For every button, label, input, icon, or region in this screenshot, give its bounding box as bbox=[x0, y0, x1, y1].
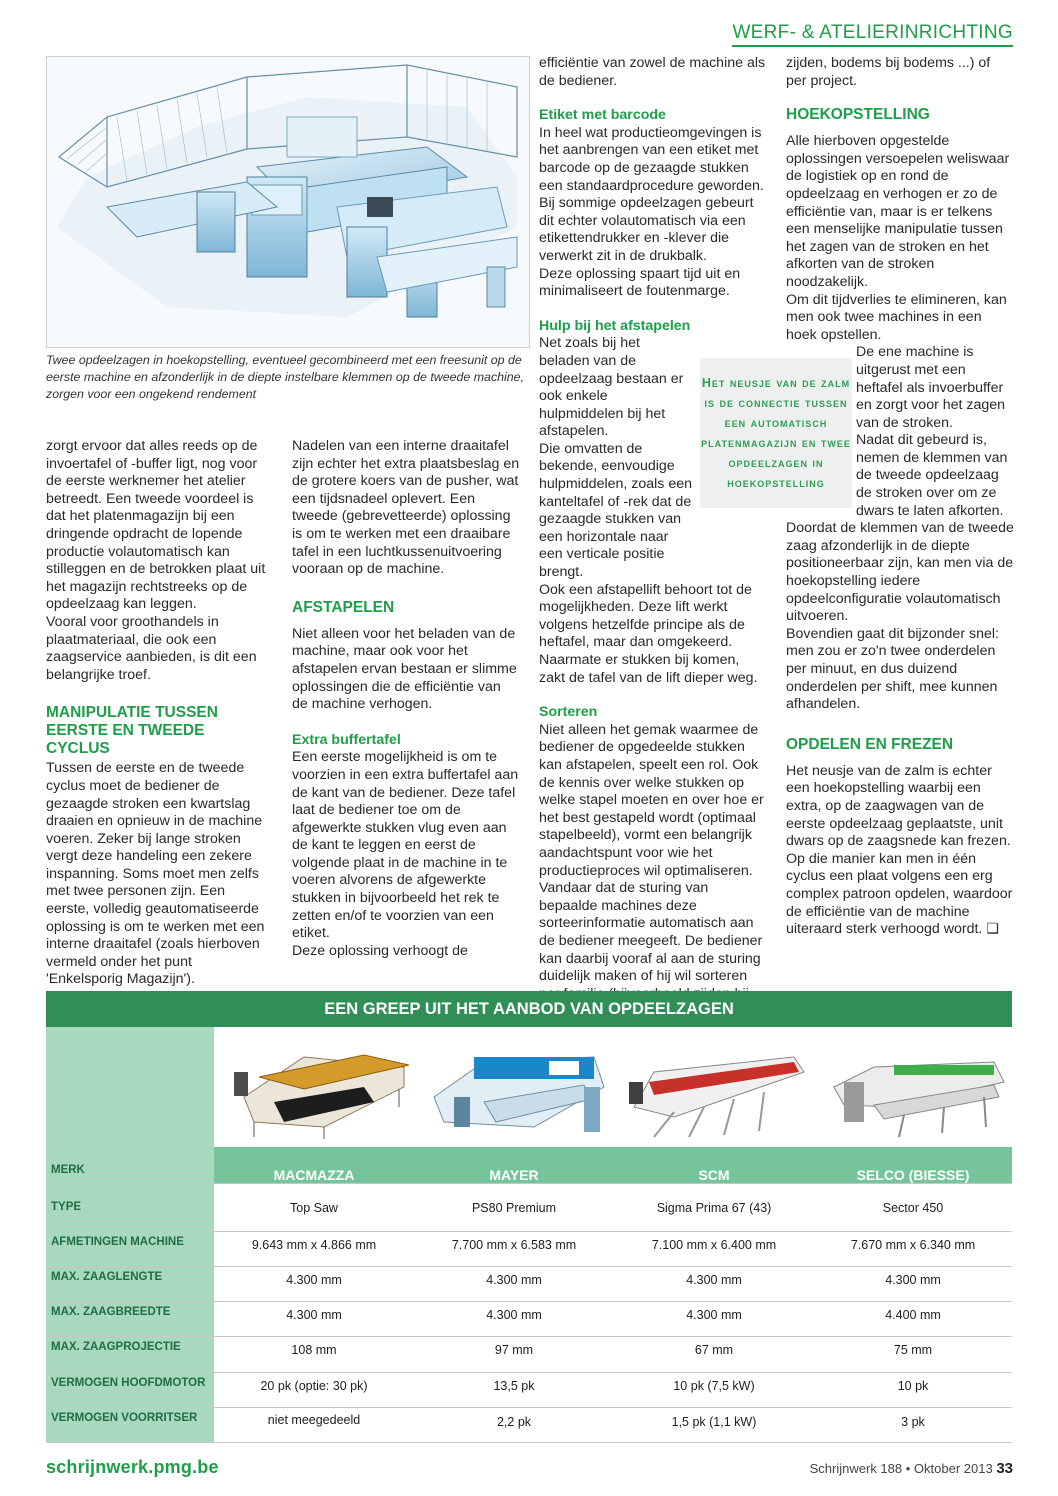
paragraph: Nadat dit gebeurd is, nemen de klemmen van de tweede opdeelzaag de stroken over om ze dwars te laten afkorten. bbox=[856, 432, 1008, 519]
paragraph: Niet alleen het gemak waarmee de bediener de opgedeelde stukken kan afstapelen, speelt een rol. Ook de kennis over welke stukken op welke stapel moeten en over hoe er het best gestapeld wordt (optimaal stapelbeeld), vormt een belangrijk aandachtspunt voor wie het productieproces wil optimaliseren. Vandaar dat de sturing van bepaalde machines deze sorteerinformatie automatisch aan de bediener meegeeft. De bediener kan daarbij vooraf al aan de sturing duidelijk maken of hij wil sorteren bbox=[539, 721, 764, 985]
cell: Top Saw bbox=[290, 1201, 338, 1215]
cell: 4.300 mm bbox=[686, 1308, 742, 1322]
brand-mayer: MAYER bbox=[489, 1167, 539, 1183]
cell: 1,5 pk (1,1 kW) bbox=[671, 1415, 757, 1429]
paragraph-text: Het neusje van de zalm is echter een hoekopstelling waarbij een extra, op de zaagwagen van de eerste opdeelzaag geplaatste, unit dwars op de zaagsnede kan frezen. Op die manier kan men in één cyclus een plaat volgens een erg complex patroon opdelen, waardoor de efficiëntie van de machine uiteraard sterk verhoogd wordt. bbox=[786, 762, 1013, 938]
table-row-divider bbox=[46, 1266, 1012, 1267]
row-label-zaaglengte: MAX. ZAAGLENGTE bbox=[51, 1271, 163, 1283]
cell: 13,5 pk bbox=[493, 1379, 535, 1393]
comparison-table bbox=[46, 991, 1012, 1443]
photo-caption: Twee opdeelzagen in hoekopstelling, eventueel gecombineerd met een freesunit op de eerste machine en afzonderlijk in de diepte instelbare klemmen op de tweede machine, zorgen voor een ongekend rendement bbox=[46, 353, 525, 401]
footer-issue bbox=[810, 1460, 1013, 1477]
paragraph: Net zoals bij het beladen van de opdeelzaag bestaan er ook enkele hulpmiddelen bij het afstapelen. bbox=[539, 335, 684, 440]
footer-website-link[interactable]: schrijnwerk.pmg.be bbox=[46, 1457, 219, 1477]
cell: 108 mm bbox=[291, 1343, 337, 1357]
cell: 4.300 mm bbox=[286, 1308, 342, 1322]
paragraph: Deze oplossing spaart tijd uit en minimaliseert de foutenmarge. bbox=[539, 265, 741, 300]
row-label-merk: MERK bbox=[51, 1164, 85, 1176]
column-4 bbox=[786, 55, 1014, 939]
cell: 97 mm bbox=[494, 1343, 534, 1357]
cell: Sigma Prima 67 (43) bbox=[656, 1201, 772, 1215]
paragraph: Om dit tijdverlies te elimineren, kan men ook twee machines in een hoek opstellen. bbox=[786, 291, 1007, 343]
row-label-hoofdmotor: VERMOGEN HOOFDMOTOR bbox=[51, 1377, 206, 1389]
cell: 9.643 mm x 4.866 mm bbox=[251, 1238, 377, 1252]
column-2 bbox=[292, 438, 520, 960]
scm-photo bbox=[629, 1057, 804, 1137]
brand-scm: SCM bbox=[698, 1167, 730, 1183]
paragraph: Bovendien gaat dit bijzonder snel: men zou er zo'n twee onderdelen per minuut, en dus duizend onderdelen per shift, mee kunnen afhandelen. bbox=[786, 625, 999, 713]
heading-hulp-bij-afstapelen: Hulp bij het afstapelen bbox=[539, 317, 691, 334]
paragraph: Alle hierboven opgestelde oplossingen versoepelen weliswaar de logistiek op en rond de opdeelzaag en verhogen er zo de efficiëntie van, maar is er telkens een menselijke manipulatie tussen het zagen van de stroken en het afkorten van de stroken noodzakelijk. bbox=[786, 133, 1010, 290]
paragraph bbox=[786, 763, 1014, 939]
paragraph: Nadelen van een interne draaitafel zijn echter het extra plaatsbeslag en de grotere koers van de pusher, wat een tijdsnadeel oplevert. Een tweede (gebrevetteerde) oplossing is om te werken met een draaibare tafel in een luchtkussenuitvoering vooraan op de machine. bbox=[292, 438, 520, 578]
table-row-divider bbox=[46, 1372, 1012, 1373]
row-label-afmetingen: AFMETINGEN MACHINE bbox=[51, 1236, 184, 1248]
paragraph: Deze oplossing verhoogt de bbox=[292, 942, 468, 959]
cell: 7.670 mm x 6.340 mm bbox=[850, 1238, 976, 1252]
heading-opdelen-en-frezen: OPDELEN EN FREZEN bbox=[786, 735, 954, 753]
row-label-type: TYPE bbox=[51, 1201, 82, 1213]
cell: 4.300 mm bbox=[286, 1273, 342, 1287]
page-number: 33 bbox=[996, 1460, 1013, 1477]
cell: 4.400 mm bbox=[885, 1308, 941, 1322]
heading-hoekopstelling: HOEKOPSTELLING bbox=[786, 106, 930, 124]
paragraph: zorgt ervoor dat alles reeds op de invoertafel of -buffer ligt, nog voor de eerste werknemer het atelier betreedt. Een tweede voordeel is dat het platenmagazijn bij een dringende opdracht de lopende productie volautomatisch kan stilleggen en de betrokken plaat uit het magazijn rechtstreeks op de opdeelzaag kan leggen. bbox=[46, 438, 266, 613]
brand-macmazza: MACMAZZA bbox=[273, 1167, 355, 1183]
machine-thumbnails bbox=[214, 1027, 1012, 1147]
machine-photo bbox=[46, 56, 530, 348]
issue-label: Schrijnwerk 188 • Oktober 2013 bbox=[809, 1461, 993, 1476]
mayer-photo bbox=[434, 1057, 604, 1132]
row-label-voorritser: VERMOGEN VOORRITSER bbox=[51, 1412, 198, 1424]
cell: 3 pk bbox=[901, 1415, 925, 1429]
paragraph: Die omvatten de bekende, eenvoudige hulpmiddelen, zoals een kanteltafel of -rek dat de gezaagde stukken van een horizontale naar een verticale positie brengt. bbox=[539, 440, 693, 581]
cell: 10 pk (7,5 kW) bbox=[673, 1379, 755, 1393]
paragraph: Niet alleen voor het beladen van de machine, maar ook voor het afstapelen ervan bestaan er slimme oplossingen die de efficiëntie van de machine verhogen. bbox=[292, 625, 517, 713]
paragraph: efficiëntie van zowel de machine als de bediener. bbox=[539, 55, 766, 89]
heading-extra-buffertafel: Extra buffertafel bbox=[292, 731, 401, 748]
panel-saw-illustration bbox=[47, 57, 529, 347]
paragraph: Ook een afstapellift behoort tot de mogelijkheden. Deze lift werkt volgens hetzelfde principe als de heftafel, maar dan omgekeerd. Naarmate er stukken bij komen, zakt de tafel van de lift dieper weg. bbox=[539, 581, 758, 686]
cell: 4.300 mm bbox=[486, 1273, 542, 1287]
cell: 20 pk (optie: 30 pk) bbox=[260, 1379, 368, 1393]
paragraph: Tussen de eerste en de tweede cyclus moet de bediener de gezaagde stroken een kwartslag draaien en opnieuw in de machine voeren. Zeker bij lange stroken vergt deze handeling een zekere inspanning. Soms moet men zelfs met twee personen zijn. Een eerste, volledig geautomatiseerde oplossing is om te werken met een interne draaitafel (zoals hierboven vermeld onder het punt 'Enkelsporig Magazijn'). bbox=[46, 760, 265, 988]
table-title: EEN GREEP UIT HET AANBOD VAN OPDEELZAGEN bbox=[46, 991, 1012, 1027]
cell: 2,2 pk bbox=[496, 1415, 532, 1429]
row-label-zaagbreedte: MAX. ZAAGBREEDTE bbox=[51, 1306, 171, 1318]
cell: 4.300 mm bbox=[486, 1308, 542, 1322]
cell: 67 mm bbox=[694, 1343, 734, 1357]
table-row-divider bbox=[46, 1231, 1012, 1232]
pull-quote-text: Het neusje van de zalm is de connectie tussen een automatisch platenmagazijn en twee opdeelzagen in hoekopstelling bbox=[701, 376, 851, 490]
paragraph: Een eerste mogelijkheid is om te voorzien in een extra buffertafel aan de kant van de bediener. Deze tafel laat de bediener toe om de afgewerkte stukken vlug even aan de kant te leggen en eerst de volgende plaat in de machine in te voeren alvorens de afgewerkte stukken in bijvoorbeeld het rek te zetten en/of te voorzien van een etiket. bbox=[292, 749, 519, 942]
table-row-divider bbox=[46, 1442, 1012, 1443]
cell: niet meegedeeld bbox=[267, 1413, 361, 1427]
brand-selco: SELCO (BIESSE) bbox=[856, 1167, 970, 1183]
row-label-zaagprojectie: MAX. ZAAGPROJECTIE bbox=[51, 1341, 181, 1353]
cell: 10 pk bbox=[897, 1379, 929, 1393]
table-row-divider bbox=[46, 1301, 1012, 1302]
cell: 4.300 mm bbox=[885, 1273, 941, 1287]
table-row-divider bbox=[46, 1407, 1012, 1408]
cell: PS80 Premium bbox=[471, 1201, 557, 1215]
selco-photo bbox=[834, 1062, 1004, 1137]
cell: 7.700 mm x 6.583 mm bbox=[451, 1238, 577, 1252]
heading-afstapelen: AFSTAPELEN bbox=[292, 598, 395, 616]
section-title: WERF- & ATELIERINRICHTING bbox=[732, 22, 1013, 47]
column-1 bbox=[46, 438, 272, 989]
cell: 75 mm bbox=[893, 1343, 933, 1357]
heading-manipulatie: MANIPULATIE TUSSEN EERSTE EN TWEEDE CYCLUS bbox=[46, 704, 218, 758]
paragraph: zijden, bodems bij bodems ...) of per project. bbox=[786, 55, 991, 89]
heading-etiket-met-barcode: Etiket met barcode bbox=[539, 107, 666, 124]
paragraph: In heel wat productieomgevingen is het aanbrengen van een etiket met barcode op de gezaagde stukken een standaardprocedure geworden. Bij sommige opdeelzagen gebeurt dit echter volautomatisch via een etikettendrukker en -klever die verwerkt zit in de drukbalk. bbox=[539, 124, 764, 264]
cell: 4.300 mm bbox=[686, 1273, 742, 1287]
column-3 bbox=[539, 55, 767, 1003]
paragraph: De ene machine is uitgerust met een heftafel als invoerbuffer en zorgt voor het zagen van de stroken. bbox=[856, 344, 1006, 431]
macmazza-photo bbox=[234, 1055, 409, 1139]
table-row-divider bbox=[46, 1336, 1012, 1337]
end-mark-icon: ❑ bbox=[986, 921, 1000, 938]
cell: Sector 450 bbox=[882, 1201, 944, 1215]
heading-sorteren: Sorteren bbox=[539, 704, 598, 721]
paragraph: Doordat de klemmen van de tweede zaag afzonderlijk in de diepte positioneerbaar zijn, kan men via de hoekopstelling iedere opdeelconfiguratie volautomatisch uitvoeren. bbox=[786, 520, 1014, 625]
cell: 7.100 mm x 6.400 mm bbox=[651, 1238, 777, 1252]
paragraph: Vooral voor groothandels in plaatmateriaal, die ook een zaagservice aanbieden, is dit een belangrijke troef. bbox=[46, 613, 257, 683]
table-row-divider bbox=[46, 1183, 1012, 1184]
machine-photos-row bbox=[214, 1027, 1012, 1147]
